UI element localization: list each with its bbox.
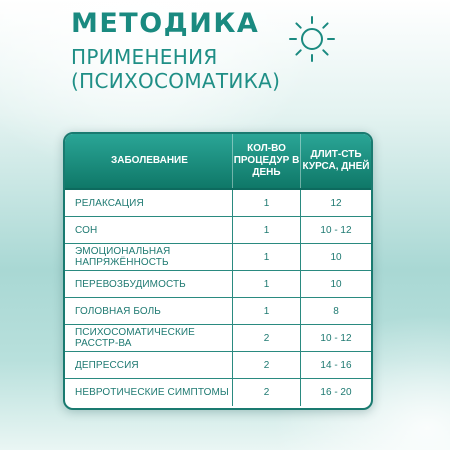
duration-cell: 10 xyxy=(330,251,342,263)
duration-cell: 12 xyxy=(330,197,342,209)
procedures-cell: 1 xyxy=(233,190,301,216)
disease-cell: РЕЛАКСАЦИЯ xyxy=(65,190,233,216)
table-body xyxy=(65,190,371,406)
procedures-cell: 1 xyxy=(233,271,301,297)
table-header xyxy=(65,134,371,190)
disease-cell: ПЕРЕВОЗБУДИМОСТЬ xyxy=(65,271,233,297)
table-row xyxy=(65,325,371,352)
page-subtitle xyxy=(71,45,280,93)
duration-cell: 16 - 20 xyxy=(320,387,352,398)
column-header-duration: ДЛИТ-СТЬ КУРСА, ДНЕЙ xyxy=(302,149,370,172)
disease-cell: СОН xyxy=(65,217,233,243)
disease-cell: ПСИХОСОМАТИЧЕСКИЕ РАССТР-ВА xyxy=(65,325,233,351)
disease-cell: ЭМОЦИОНАЛЬНАЯ НАПРЯЖЁННОСТЬ xyxy=(65,244,233,270)
subtitle-line-1: ПРИМЕНЕНИЯ xyxy=(71,45,218,69)
methodology-table xyxy=(63,132,373,410)
table-row xyxy=(65,271,371,298)
duration-cell: 8 xyxy=(333,305,339,317)
disease-cell: ГОЛОВНАЯ БОЛЬ xyxy=(65,298,233,324)
table-row xyxy=(65,244,371,271)
procedures-cell: 2 xyxy=(233,325,301,351)
duration-cell: 10 xyxy=(330,278,342,290)
duration-cell: 10 - 12 xyxy=(320,332,352,344)
disease-cell: ДЕПРЕССИЯ xyxy=(65,352,233,378)
table-row xyxy=(65,352,371,379)
procedures-cell: 1 xyxy=(233,217,301,243)
subtitle-line-2: (ПСИХОСОМАТИКА) xyxy=(71,69,281,93)
table-row xyxy=(65,379,371,406)
table-row xyxy=(65,298,371,325)
procedures-cell: 1 xyxy=(233,244,301,270)
sun-icon xyxy=(287,14,337,64)
disease-cell: НЕВРОТИЧЕСКИЕ СИМПТОМЫ xyxy=(65,379,233,406)
procedures-cell: 1 xyxy=(233,298,301,324)
duration-cell: 10 - 12 xyxy=(320,224,352,236)
column-header-disease: ЗАБОЛЕВАНИЕ xyxy=(65,134,233,188)
table-row xyxy=(65,217,371,244)
duration-cell: 14 - 16 xyxy=(320,359,352,371)
procedures-cell: 2 xyxy=(233,379,301,406)
page-title: МЕТОДИКА xyxy=(71,8,260,39)
procedures-cell: 2 xyxy=(233,352,301,378)
table-row xyxy=(65,190,371,217)
column-header-procedures: КОЛ-ВО ПРОЦЕДУР В ДЕНЬ xyxy=(233,134,301,188)
